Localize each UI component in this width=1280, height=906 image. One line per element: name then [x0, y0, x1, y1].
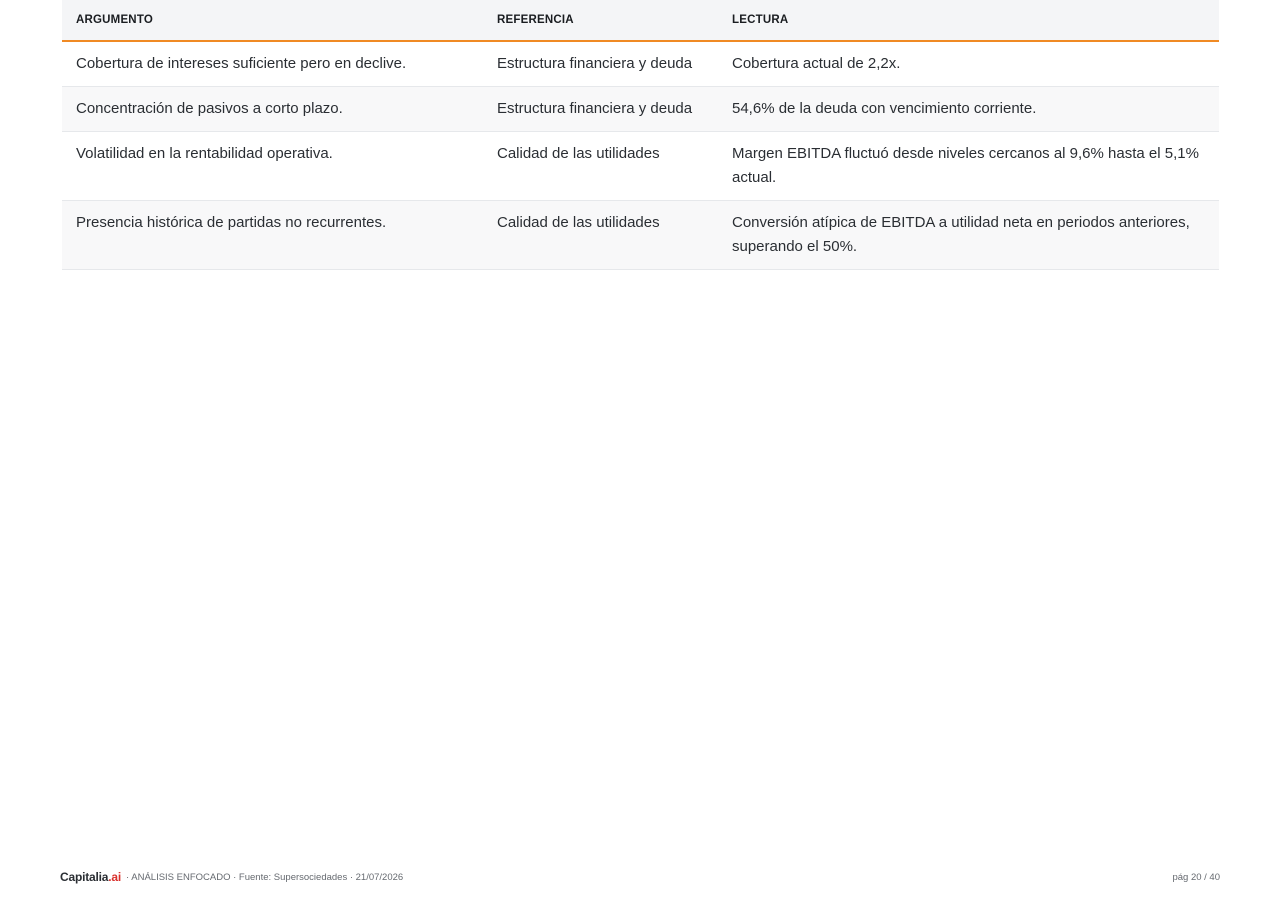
- column-header-lectura: LECTURA: [718, 0, 1219, 41]
- footer-left: [60, 870, 403, 884]
- page-footer: [60, 869, 1220, 885]
- cell-argumento: Concentración de pasivos a corto plazo.: [62, 87, 483, 132]
- arguments-table: [62, 0, 1219, 270]
- cell-referencia: Calidad de las utilidades: [483, 132, 718, 201]
- cell-lectura: Cobertura actual de 2,2x.: [718, 41, 1219, 87]
- cell-lectura: Conversión atípica de EBITDA a utilidad neta en periodos anteriores, superando el 50%.: [718, 201, 1219, 270]
- cell-argumento: Cobertura de intereses suficiente pero en declive.: [62, 41, 483, 87]
- column-header-referencia: REFERENCIA: [483, 0, 718, 41]
- brand-suffix: .ai: [108, 870, 121, 884]
- table-row: [62, 201, 1219, 270]
- table-header-row: [62, 0, 1219, 41]
- table-row: [62, 87, 1219, 132]
- cell-lectura: 54,6% de la deuda con vencimiento corriente.: [718, 87, 1219, 132]
- brand-logo: [60, 870, 121, 884]
- cell-argumento: Volatilidad en la rentabilidad operativa.: [62, 132, 483, 201]
- cell-referencia: Estructura financiera y deuda: [483, 41, 718, 87]
- column-header-argumento: ARGUMENTO: [62, 0, 483, 41]
- cell-lectura: Margen EBITDA fluctuó desde niveles cercanos al 9,6% hasta el 5,1% actual.: [718, 132, 1219, 201]
- table-row: [62, 132, 1219, 201]
- brand-name: Capitalia: [60, 870, 109, 884]
- cell-referencia: Estructura financiera y deuda: [483, 87, 718, 132]
- cell-argumento: Presencia histórica de partidas no recurrentes.: [62, 201, 483, 270]
- cell-referencia: Calidad de las utilidades: [483, 201, 718, 270]
- page-number: pág 20 / 40: [1172, 871, 1220, 883]
- table-row: [62, 41, 1219, 87]
- footer-meta: · ANÁLISIS ENFOCADO · Fuente: Supersociedades · 21/07/2026: [125, 871, 404, 883]
